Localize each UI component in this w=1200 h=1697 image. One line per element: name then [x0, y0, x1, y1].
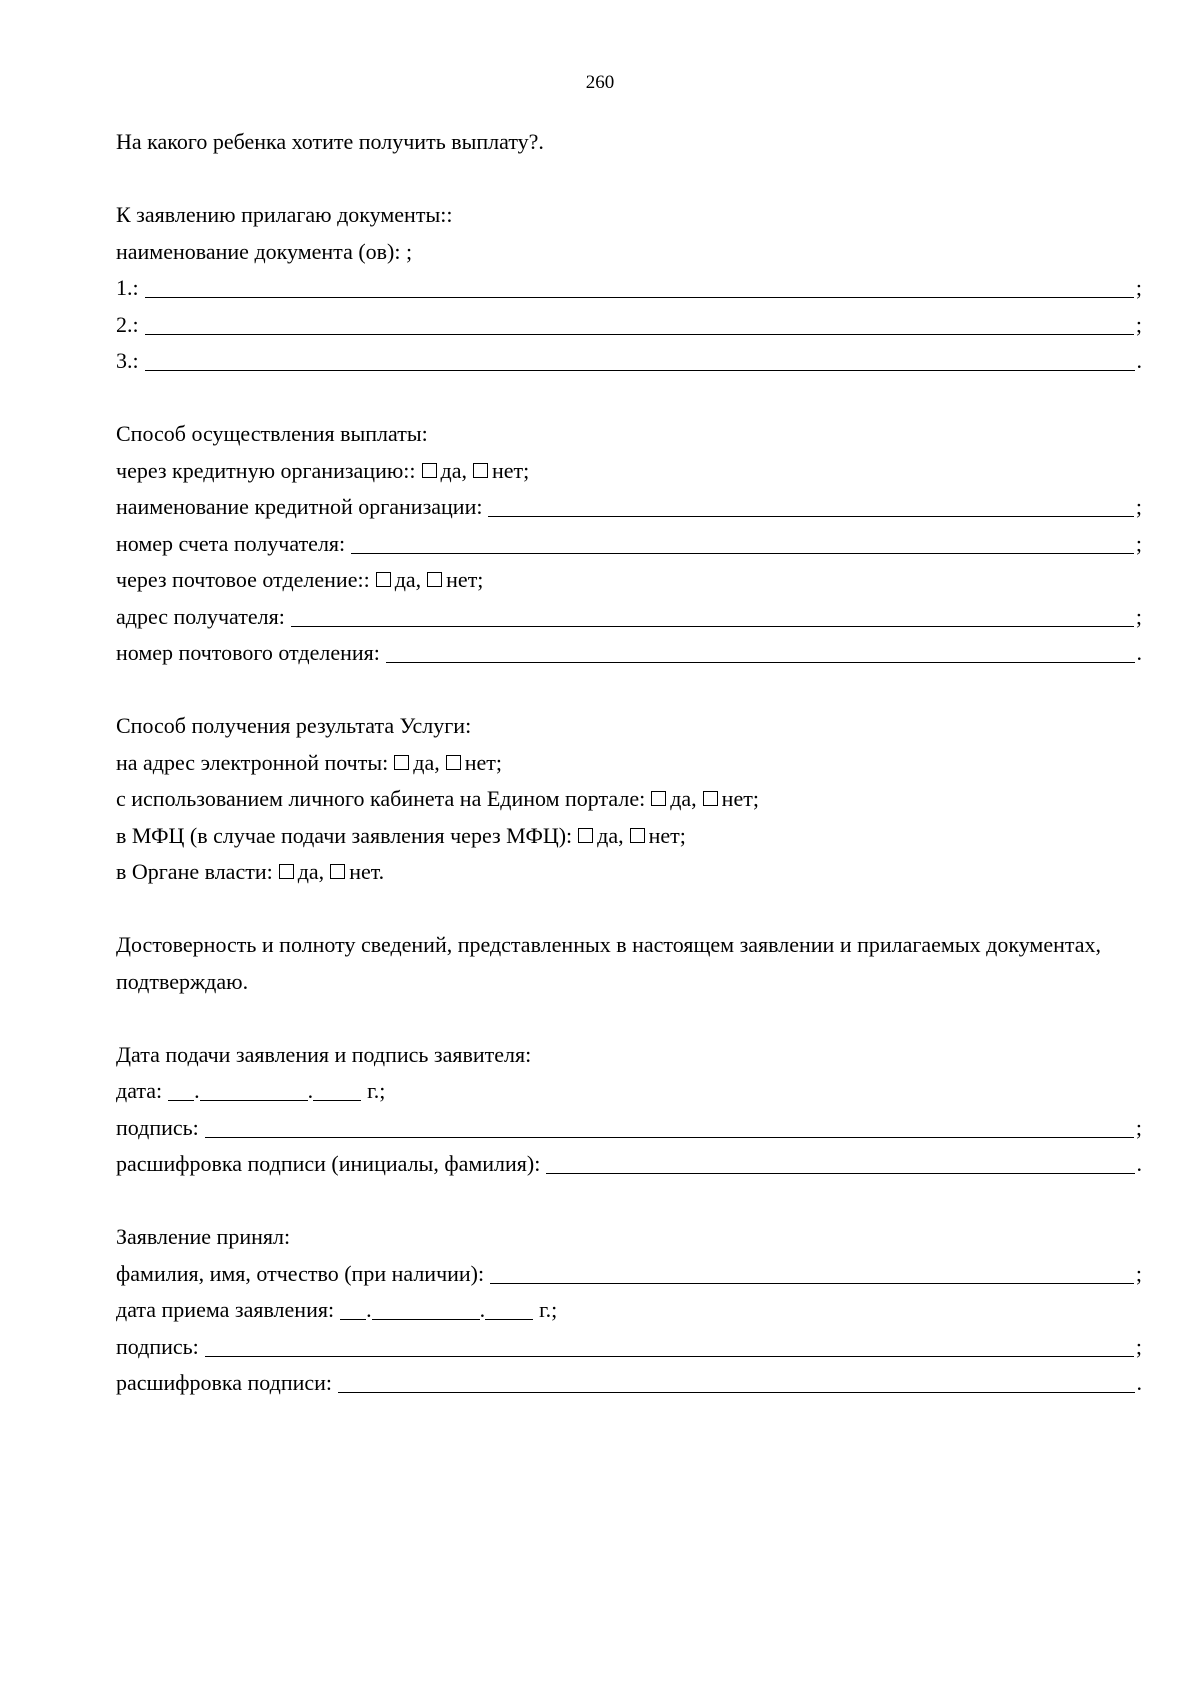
post-office-yes-checkbox[interactable]: [376, 572, 391, 587]
post-office-number-field[interactable]: [386, 661, 1135, 663]
application-form: [116, 124, 1142, 1402]
accepted-date: дата приема заявления: . . г.;: [116, 1297, 558, 1322]
payment-credit-org: через кредитную организацию:: да, нет;: [116, 457, 530, 483]
applicant-date-day-field[interactable]: [168, 1099, 194, 1101]
documents-heading: К заявлению прилагаю документы::: [116, 202, 453, 227]
accepted-date-month-field[interactable]: [372, 1318, 480, 1320]
accepted-heading: Заявление принял:: [116, 1224, 291, 1249]
document-item-2-field[interactable]: [145, 333, 1134, 335]
document-item-1-field[interactable]: [145, 296, 1134, 298]
account-number-field[interactable]: [351, 552, 1134, 554]
applicant-date-year-field[interactable]: [313, 1099, 361, 1101]
applicant-signature-field[interactable]: [205, 1136, 1134, 1138]
credit-org-no-checkbox[interactable]: [473, 463, 488, 478]
post-office-number: номер почтового отделения: .: [116, 640, 1142, 665]
authority-yes-checkbox[interactable]: [279, 864, 294, 879]
document-item-3[interactable]: 3.: .: [116, 348, 1142, 373]
accepted-signature-decoding: расшифровка подписи: .: [116, 1370, 1142, 1395]
authority-no-checkbox[interactable]: [330, 864, 345, 879]
child-question: [116, 124, 1142, 161]
payment-post-office: через почтовое отделение:: да, нет;: [116, 567, 484, 592]
portal-no-checkbox[interactable]: [703, 791, 718, 806]
post-office-no-checkbox[interactable]: [427, 572, 442, 587]
accepted-full-name-field[interactable]: [490, 1282, 1134, 1284]
child-question-text: На какого ребенка хотите получить выплату?.: [116, 129, 544, 154]
result-heading: Способ получения результата Услуги:: [116, 713, 472, 738]
credit-org-name-field[interactable]: [488, 515, 1133, 517]
email-yes-checkbox[interactable]: [394, 755, 409, 770]
result-email: на адрес электронной почты: да, нет;: [116, 749, 502, 775]
applicant-decoding-field[interactable]: [546, 1172, 1134, 1174]
documents-names-label: наименование документа (ов): ;: [116, 238, 413, 264]
result-portal: с использованием личного кабинета на Едином портале: да, нет;: [116, 786, 759, 811]
credit-org-yes-checkbox[interactable]: [422, 463, 437, 478]
account-number: номер счета получателя: ;: [116, 530, 1142, 556]
accepted-signature: подпись: ;: [116, 1333, 1142, 1359]
result-authority: в Органе власти: да, нет.: [116, 859, 385, 884]
credit-org-name: наименование кредитной организации: ;: [116, 494, 1142, 519]
accepted-full-name: фамилия, имя, отчество (при наличии): ;: [116, 1260, 1142, 1286]
email-no-checkbox[interactable]: [446, 755, 461, 770]
accepted-signature-field[interactable]: [205, 1355, 1134, 1357]
accepted-decoding-field[interactable]: [338, 1391, 1134, 1393]
portal-yes-checkbox[interactable]: [651, 791, 666, 806]
document-item-2[interactable]: 2.: ;: [116, 311, 1142, 337]
page-number: 260: [585, 72, 615, 93]
applicant-signature-decoding: расшифровка подписи (инициалы, фамилия): .: [116, 1151, 1142, 1176]
mfc-no-checkbox[interactable]: [630, 828, 645, 843]
applicant-date-month-field[interactable]: [200, 1099, 308, 1101]
mfc-yes-checkbox[interactable]: [578, 828, 593, 843]
result-mfc: в МФЦ (в случае подачи заявления через МФЦ): да, нет;: [116, 822, 686, 848]
accepted-date-day-field[interactable]: [340, 1318, 366, 1320]
document-item-3-field[interactable]: [145, 369, 1135, 371]
payment-heading: Способ осуществления выплаты:: [116, 421, 428, 446]
confirmation-text: Достоверность и полноту сведений, представленных в настоящем заявлении и прилагаемых документах, подтверждаю.: [116, 932, 1102, 994]
applicant-signature: подпись: ;: [116, 1114, 1142, 1140]
applicant-heading: Дата подачи заявления и подпись заявителя:: [116, 1041, 532, 1067]
accepted-date-year-field[interactable]: [485, 1318, 533, 1320]
recipient-address-field[interactable]: [291, 625, 1134, 627]
recipient-address: адрес получателя: ;: [116, 603, 1142, 629]
applicant-date: дата: . . г.;: [116, 1078, 386, 1103]
document-item-1[interactable]: 1.: ;: [116, 275, 1142, 300]
